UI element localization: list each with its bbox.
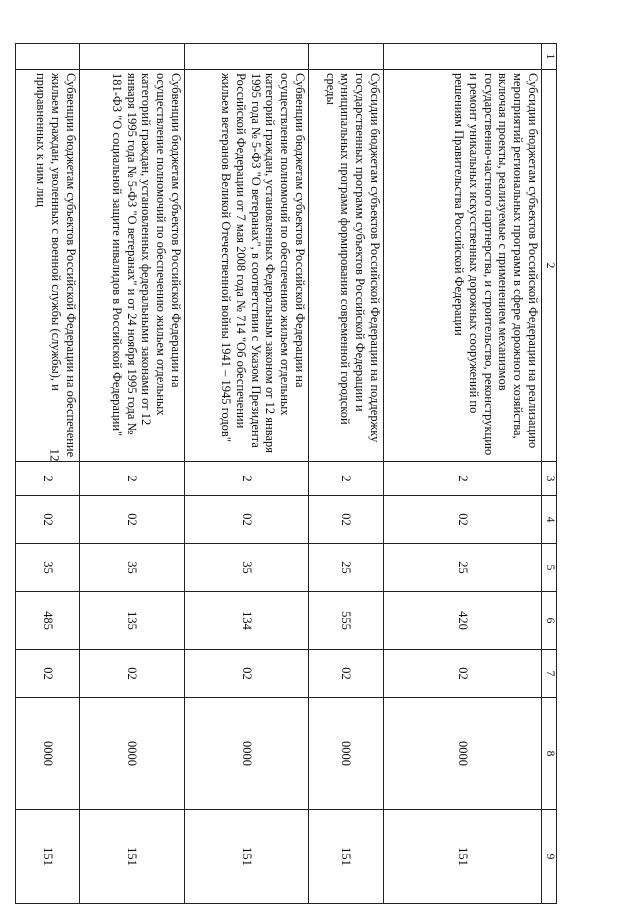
code-cell: 555 [309,592,384,650]
column-header: 2 [542,70,557,462]
code-cell: 135 [80,592,185,650]
code-cell: 02 [185,650,309,698]
code-cell: 25 [384,544,542,592]
row-number-cell [80,44,185,70]
code-cell: 02 [80,496,185,544]
description-cell: Субвенции бюджетам субъектов Российской Федерации на осуществление полномочий по обеспечению жильем отдельных категорий граждан, установленных Федеральным законом от 12 января 1995 года № 5-ФЗ "О ветеранах", в соответствии с Указом Президента Российской Федерации от 7 мая 2008 года № 714 "Об обеспечении жильем ветеранов Великой Отечественной войны 1941 – 1945 годов" [185,70,309,462]
header-row [542,44,557,904]
code-cell: 2 [80,462,185,496]
column-header: 9 [542,810,557,904]
column-header: 8 [542,698,557,810]
column-header: 5 [542,544,557,592]
table-row [384,44,542,904]
code-cell: 02 [185,496,309,544]
code-cell: 151 [16,810,80,904]
code-cell: 02 [384,496,542,544]
code-cell: 0000 [16,698,80,810]
code-cell: 2 [185,462,309,496]
code-cell: 151 [384,810,542,904]
code-cell: 02 [80,650,185,698]
description-cell: Субвенции бюджетам субъектов Российской Федерации на обеспечение жильем граждан, уволенных с военной службы (службы), и приравненных к ним лиц [16,70,80,462]
code-cell: 134 [185,592,309,650]
budget-table [15,43,557,904]
code-cell: 0000 [80,698,185,810]
code-cell: 0000 [384,698,542,810]
row-number-cell [16,44,80,70]
code-cell: 0000 [185,698,309,810]
column-header: 1 [542,44,557,70]
code-cell: 02 [16,650,80,698]
rotated-table-wrapper [34,43,557,903]
code-cell: 35 [16,544,80,592]
description-cell: Субсидии бюджетам субъектов Российской Федерации на поддержку государственных программ субъектов Российской Федерации и муниципальных программ формирования современной городской среды [309,70,384,462]
code-cell: 2 [309,462,384,496]
table-row [16,44,80,904]
code-cell: 35 [80,544,185,592]
row-number-cell [185,44,309,70]
description-cell: Субсидии бюджетам субъектов Российской Федерации на реализацию мероприятий региональных программ в сфере дорожного хозяйства, включая проекты, реализуемые с применением механизмов государственно-частного партнерства, и строительство, реконструкцию и ремонт уникальных искусственных дорожных сооружений по решениям Правительства Российской Федерации [384,70,542,462]
description-cell: Субвенции бюджетам субъектов Российской Федерации на осуществление полномочий по обеспечению жильем отдельных категорий граждан, установленных федеральными законами от 12 января 1995 года № 5-ФЗ "О ветеранах" и от 24 ноября 1995 года № 181-ФЗ "О социальной защите инвалидов в Российской Федерации" [80,70,185,462]
code-cell: 02 [309,496,384,544]
code-cell: 151 [309,810,384,904]
code-cell: 2 [16,462,80,496]
column-header: 3 [542,462,557,496]
code-cell: 485 [16,592,80,650]
code-cell: 35 [185,544,309,592]
table-row [80,44,185,904]
table-row [309,44,384,904]
column-header: 6 [542,592,557,650]
code-cell: 151 [80,810,185,904]
row-number-cell [309,44,384,70]
code-cell: 02 [16,496,80,544]
code-cell: 02 [309,650,384,698]
table-row [185,44,309,904]
code-cell: 25 [309,544,384,592]
code-cell: 0000 [309,698,384,810]
code-cell: 420 [384,592,542,650]
code-cell: 2 [384,462,542,496]
page-number: 12 [47,448,63,462]
code-cell: 02 [384,650,542,698]
column-header: 7 [542,650,557,698]
code-cell: 151 [185,810,309,904]
column-header: 4 [542,496,557,544]
row-number-cell [384,44,542,70]
